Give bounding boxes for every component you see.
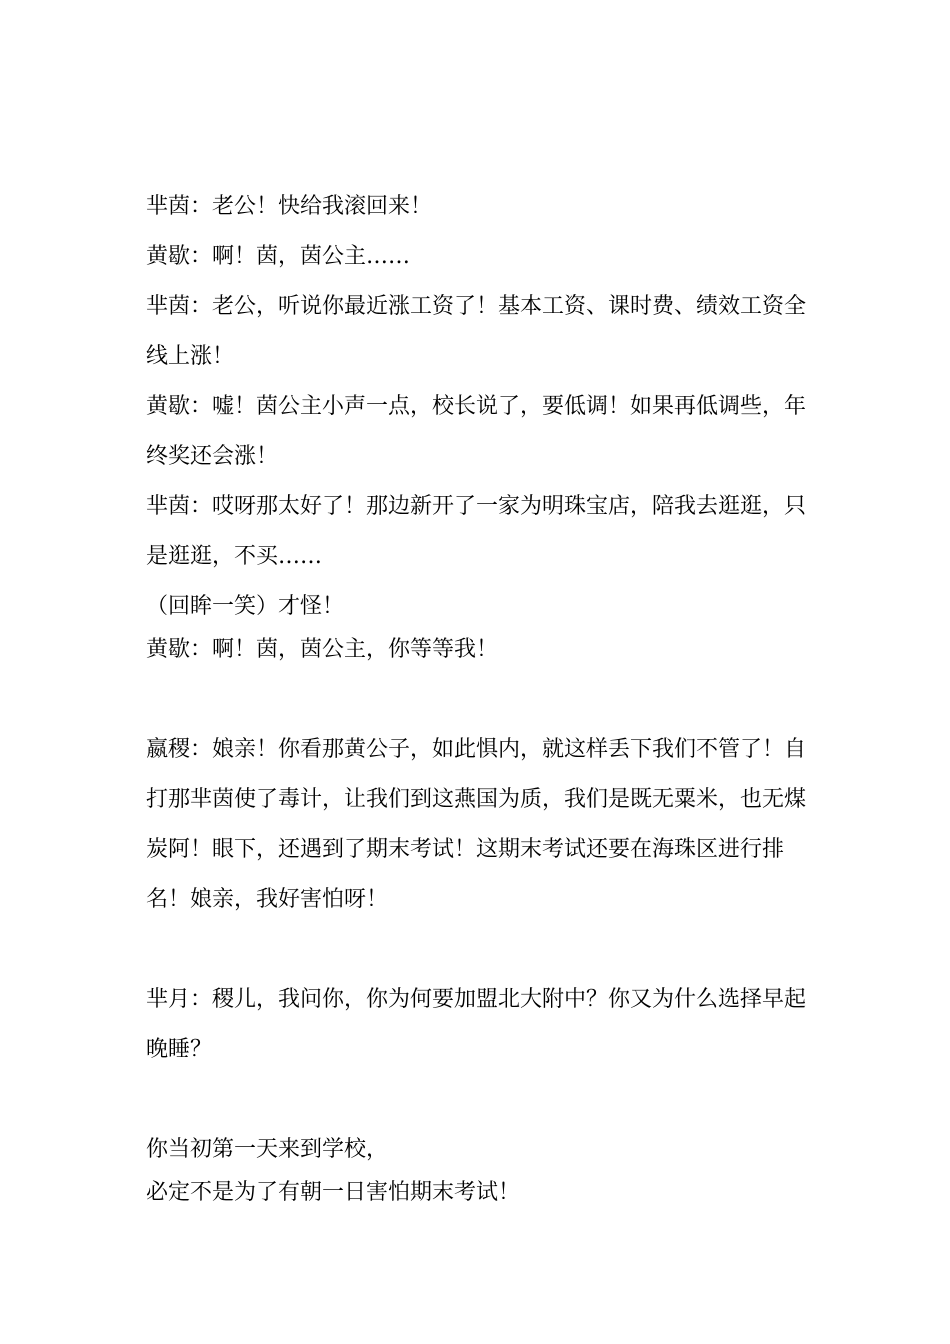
closing-line: 你当初第一天来到学校， [146,1137,389,1162]
dialogue-paragraph: 芈月：稷儿，我问你，你为何要加盟北大附中？你又为什么选择早起晚睡？ [146,987,807,1062]
dialogue-line: 芈茵：老公，听说你最近涨工资了！基本工资、课时费、绩效工资全线上涨！ [146,294,807,369]
paragraph-gap [146,675,808,725]
dialogue-line: 黄歇：啊！茵，茵公主…… [146,244,411,269]
dialogue-line: 黄歇：嘘！茵公主小声一点，校长说了，要低调！如果再低调些，年终奖还会涨！ [146,394,807,469]
paragraph-gap [146,925,808,975]
dialogue-line: 芈茵：哎呀那太好了！那边新开了一家为明珠宝店，陪我去逛逛，只是逛逛，不买…… [146,494,807,569]
document-body [146,182,808,1218]
paragraph-gap [146,1075,808,1125]
closing-line: 必定不是为了有朝一日害怕期末考试！ [146,1180,521,1205]
dialogue-line: 芈茵：老公！快给我滚回来！ [146,194,433,219]
dialogue-line: 黄歇：啊！茵，茵公主，你等等我！ [146,637,499,662]
stage-direction-line: （回眸一笑）才怪！ [146,594,345,619]
dialogue-paragraph: 嬴稷：娘亲！你看那黄公子，如此惧内，就这样丢下我们不管了！自打那芈茵使了毒计，让我们到这燕国为质，我们是既无粟米，也无煤炭阿！眼下，还遇到了期末考试！这期末考试还要在海珠区进行排名！娘亲，我好害怕呀！ [146,737,807,912]
